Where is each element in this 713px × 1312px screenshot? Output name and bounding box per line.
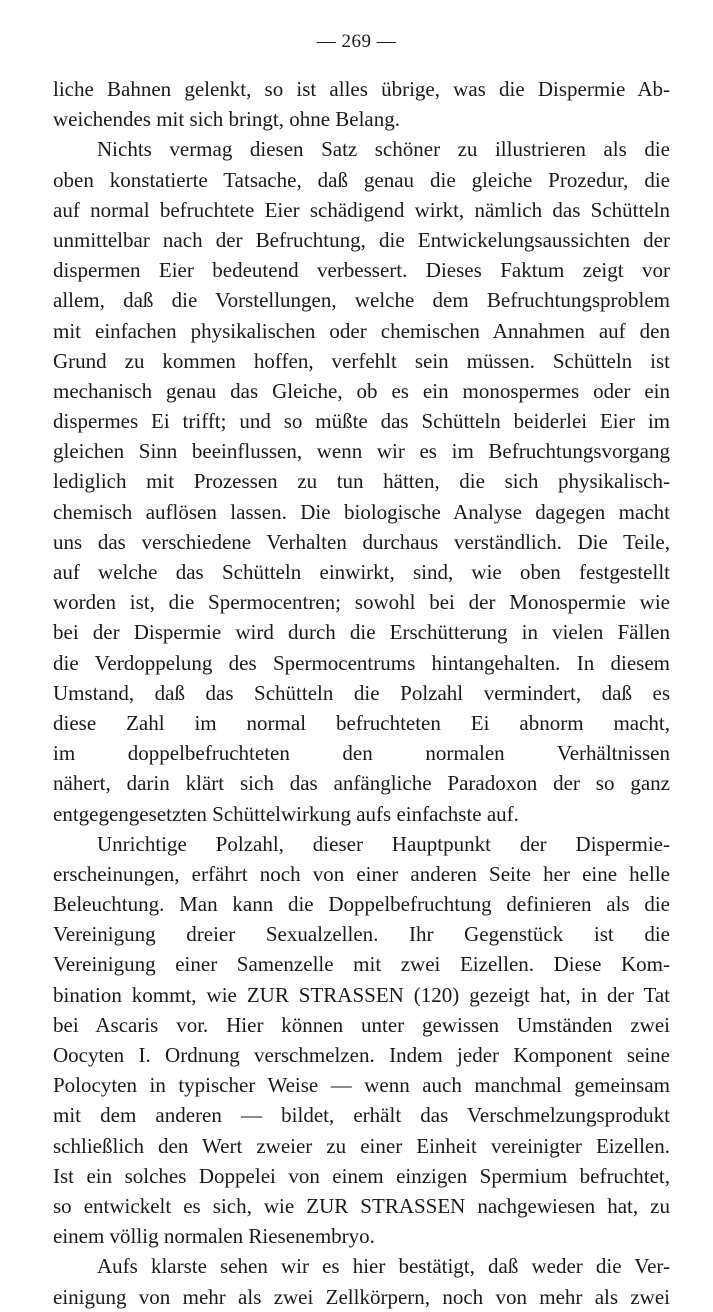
paragraph (53, 134, 670, 828)
text-line: entgegengesetzten Schüttelwirkung aufs einfachste auf. (53, 801, 519, 826)
text-line: einigung von mehr als zwei Zellkörpern, noch von mehr als zwei (53, 1284, 670, 1309)
text-line: die Verdoppelung des Spermocentrums hintangehalten. In diesem (53, 650, 670, 675)
text-line: Aufs klarste sehen wir es hier bestätigt, daß weder die Ver- (97, 1254, 670, 1279)
text-line: Grund zu kommen hoffen, verfehlt sein müssen. Schütteln ist (53, 348, 670, 373)
text-line: Nichts vermag diesen Satz schöner zu illustrieren als die (97, 137, 670, 162)
text-line: diese Zahl im normal befruchteten Ei abnorm macht, (53, 710, 670, 735)
text-line: einem völlig normalen Riesenembryo. (53, 1224, 375, 1249)
text-line: mechanisch genau das Gleiche, ob es ein monospermes oder ein (53, 378, 670, 403)
text-line: weichendes mit sich bringt, ohne Belang. (53, 107, 401, 132)
text-line: worden ist, die Spermocentren; sowohl bei der Monospermie wie (53, 590, 670, 615)
paragraph (53, 74, 670, 134)
text-line: Vereinigung dreier Sexualzellen. Ihr Gegenstück ist die (53, 922, 670, 947)
text-line: so entwickelt es sich, wie ZUR STRASSEN nachgewiesen hat, zu (53, 1193, 670, 1218)
paragraph (53, 1251, 670, 1311)
text-line: erscheinungen, erfährt noch von einer anderen Seite her eine helle (53, 861, 670, 886)
text-line: Oocyten I. Ordnung verschmelzen. Indem jeder Komponent seine (53, 1043, 670, 1067)
text-line: schließlich den Wert zweier zu einer Einheit vereinigter Eizellen. (53, 1133, 670, 1158)
text-line: lediglich mit Prozessen zu tun hätten, die sich physikalisch- (53, 469, 670, 494)
text-line: Umstand, daß das Schütteln die Polzahl vermindert, daß es (53, 680, 670, 705)
page-number: — 269 — (316, 31, 397, 52)
text-line: unmittelbar nach der Befruchtung, die Entwickelungsaussichten der (53, 227, 670, 252)
text-line: auf normal befruchtete Eier schädigend wirkt, nämlich das Schütteln (53, 197, 670, 222)
text-line: bei Ascaris vor. Hier können unter gewissen Umständen zwei (53, 1012, 670, 1037)
text-line: nähert, darin klärt sich das anfängliche Paradoxon der so ganz (53, 771, 670, 796)
text-line: dispermen Eier bedeutend verbessert. Dieses Faktum zeigt vor (53, 258, 670, 283)
text-line: uns das verschiedene Verhalten durchaus verständlich. Die Teile, (53, 529, 670, 554)
text-line: Beleuchtung. Man kann die Doppelbefruchtung definieren als die (53, 892, 670, 917)
text-line: Ist ein solches Doppelei von einem einzigen Spermium befruchtet, (53, 1163, 670, 1188)
text-line: bei der Dispermie wird durch die Erschütterung in vielen Fällen (53, 620, 670, 645)
text-line: oben konstatierte Tatsache, daß genau die gleiche Prozedur, die (53, 167, 670, 192)
body-text (53, 74, 670, 1312)
text-line: chemisch auflösen lassen. Die biologische Analyse dagegen macht (53, 499, 670, 524)
text-line: Vereinigung einer Samenzelle mit zwei Eizellen. Diese Kom- (53, 952, 670, 977)
text-line: Unrichtige Polzahl, dieser Hauptpunkt der Dispermie- (97, 831, 670, 856)
text-line: im doppelbefruchteten den normalen Verhältnissen (53, 741, 670, 766)
text-line: auf welche das Schütteln einwirkt, sind, wie oben festgestellt (53, 560, 670, 584)
text-line: allem, daß die Vorstellungen, welche dem Befruchtungsproblem (53, 288, 670, 313)
text-line: gleichen Sinn beeinflussen, wenn wir es im Befruchtungsvorgang (53, 439, 670, 464)
text-line: dispermes Ei trifft; und so müßte das Schütteln beiderlei Eier im (53, 409, 670, 434)
paragraph (53, 829, 670, 1252)
text-line: Polocyten in typischer Weise — wenn auch manchmal gemeinsam (53, 1073, 670, 1098)
text-line: mit dem anderen — bildet, erhält das Verschmelzungsprodukt (53, 1103, 670, 1128)
text-line: bination kommt, wie ZUR STRASSEN (120) gezeigt hat, in der Tat (53, 982, 670, 1007)
text-line: mit einfachen physikalischen oder chemischen Annahmen auf den (53, 318, 670, 343)
text-line: liche Bahnen gelenkt, so ist alles übrige, was die Dispermie Ab- (53, 77, 670, 101)
